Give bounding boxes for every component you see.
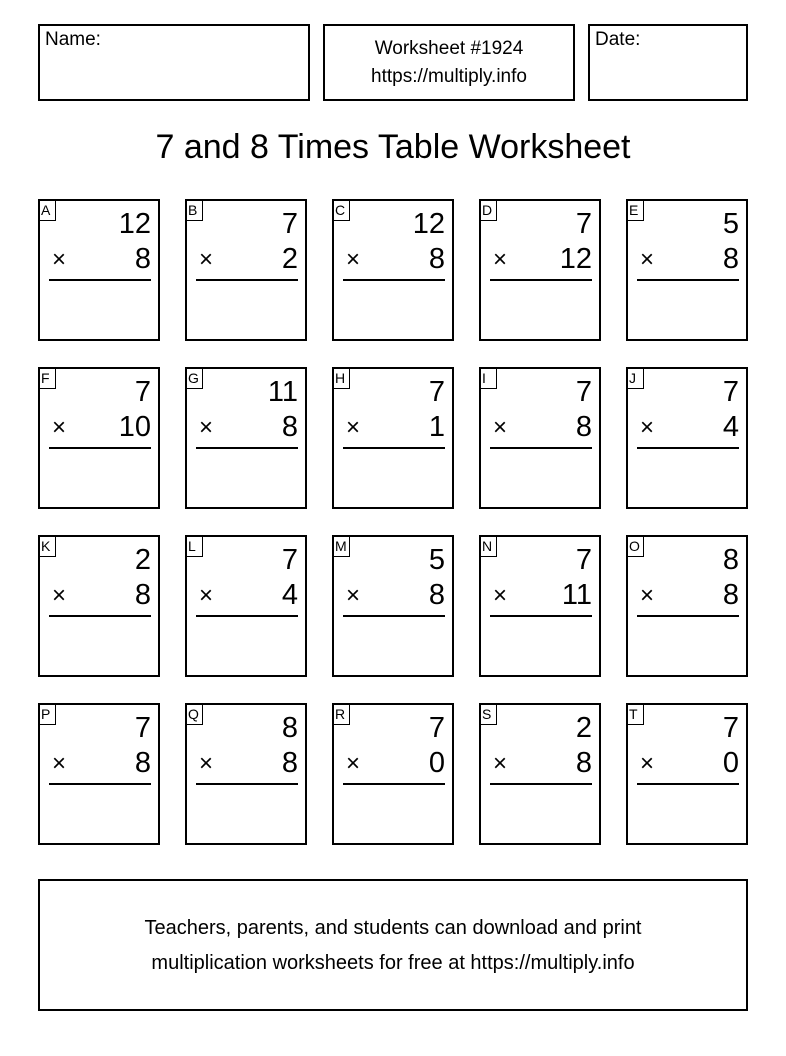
multiplicand: 7	[575, 544, 592, 576]
multiplier: 12	[559, 243, 592, 275]
multiplicand: 5	[722, 208, 739, 240]
multiplicand: 12	[412, 208, 445, 240]
problem-letter: L	[185, 535, 203, 557]
multiplicand: 7	[722, 376, 739, 408]
multiplier: 4	[722, 411, 739, 443]
problem-letter: B	[185, 199, 203, 221]
multiply-sign: ×	[199, 750, 214, 777]
multiplicand: 7	[428, 376, 445, 408]
multiply-sign: ×	[199, 582, 214, 609]
multiplicand: 2	[134, 544, 151, 576]
multiply-sign: ×	[346, 750, 361, 777]
answer-line	[343, 615, 445, 617]
problem-card	[479, 199, 601, 341]
problem-letter: Q	[185, 703, 203, 725]
multiplier: 8	[134, 747, 151, 779]
multiplier: 2	[281, 243, 298, 275]
worksheet-number: Worksheet #1924	[374, 38, 524, 59]
problem-letter: K	[38, 535, 56, 557]
answer-line	[49, 615, 151, 617]
name-field-box[interactable]	[38, 24, 310, 101]
answer-line	[637, 783, 739, 785]
answer-line	[196, 615, 298, 617]
problem-card	[332, 199, 454, 341]
multiplicand: 7	[134, 376, 151, 408]
multiply-sign: ×	[346, 582, 361, 609]
multiplier: 0	[428, 747, 445, 779]
multiplier: 8	[281, 411, 298, 443]
problem-letter: T	[626, 703, 644, 725]
answer-line	[343, 279, 445, 281]
answer-line	[196, 447, 298, 449]
multiplicand: 8	[281, 712, 298, 744]
answer-line	[196, 783, 298, 785]
multiply-sign: ×	[52, 750, 67, 777]
problem-card	[479, 535, 601, 677]
problem-card	[626, 199, 748, 341]
answer-line	[196, 279, 298, 281]
answer-line	[637, 615, 739, 617]
date-label: Date:	[595, 29, 641, 50]
multiply-sign: ×	[52, 246, 67, 273]
problem-letter: M	[332, 535, 350, 557]
multiplicand: 2	[575, 712, 592, 744]
problem-card	[626, 703, 748, 845]
problem-letter: G	[185, 367, 203, 389]
problem-letter: E	[626, 199, 644, 221]
answer-line	[490, 447, 592, 449]
problem-card	[185, 703, 307, 845]
problem-card	[479, 703, 601, 845]
multiplier: 10	[118, 411, 151, 443]
multiplicand: 11	[267, 376, 298, 408]
multiplicand: 7	[428, 712, 445, 744]
multiply-sign: ×	[640, 246, 655, 273]
name-label: Name:	[45, 29, 101, 50]
multiply-sign: ×	[199, 246, 214, 273]
multiply-sign: ×	[52, 414, 67, 441]
problem-card	[38, 367, 160, 509]
problem-card	[332, 703, 454, 845]
multiplicand: 7	[281, 544, 298, 576]
answer-line	[637, 447, 739, 449]
multiply-sign: ×	[640, 750, 655, 777]
multiply-sign: ×	[52, 582, 67, 609]
answer-line	[490, 615, 592, 617]
multiplier: 1	[428, 411, 445, 443]
multiplicand: 12	[118, 208, 151, 240]
multiplier: 8	[134, 579, 151, 611]
multiply-sign: ×	[493, 246, 508, 273]
answer-line	[49, 447, 151, 449]
multiplicand: 7	[134, 712, 151, 744]
problem-grid	[38, 199, 748, 845]
problem-card	[38, 703, 160, 845]
problem-card	[332, 535, 454, 677]
answer-line	[49, 279, 151, 281]
problem-letter: J	[626, 367, 644, 389]
problem-card	[38, 199, 160, 341]
multiply-sign: ×	[346, 246, 361, 273]
multiplier: 8	[428, 579, 445, 611]
multiplier: 8	[428, 243, 445, 275]
answer-line	[49, 783, 151, 785]
problem-letter: D	[479, 199, 497, 221]
answer-line	[490, 279, 592, 281]
multiplier: 8	[575, 747, 592, 779]
multiply-sign: ×	[493, 414, 508, 441]
problem-card	[332, 367, 454, 509]
multiplier: 8	[722, 243, 739, 275]
multiplier: 11	[561, 579, 592, 611]
problem-card	[185, 535, 307, 677]
problem-letter: C	[332, 199, 350, 221]
problem-letter: H	[332, 367, 350, 389]
problem-letter: O	[626, 535, 644, 557]
answer-line	[343, 447, 445, 449]
problem-card	[626, 367, 748, 509]
date-field-box[interactable]	[588, 24, 748, 101]
answer-line	[343, 783, 445, 785]
problem-letter: A	[38, 199, 56, 221]
footer-line-2: multiplication worksheets for free at https://multiply.info	[151, 952, 635, 974]
problem-letter: I	[479, 367, 497, 389]
footer-line-1: Teachers, parents, and students can download and print	[144, 917, 642, 939]
multiply-sign: ×	[199, 414, 214, 441]
multiplicand: 7	[722, 712, 739, 744]
answer-line	[637, 279, 739, 281]
multiply-sign: ×	[640, 414, 655, 441]
problem-letter: N	[479, 535, 497, 557]
multiplier: 8	[575, 411, 592, 443]
multiplicand: 7	[281, 208, 298, 240]
problem-card	[38, 535, 160, 677]
multiplicand: 5	[428, 544, 445, 576]
multiply-sign: ×	[493, 750, 508, 777]
worksheet-info-box	[323, 24, 575, 101]
multiplier: 4	[281, 579, 298, 611]
multiply-sign: ×	[493, 582, 508, 609]
multiplier: 0	[722, 747, 739, 779]
answer-line	[490, 783, 592, 785]
multiplicand: 7	[575, 208, 592, 240]
multiplier: 8	[722, 579, 739, 611]
problem-letter: S	[479, 703, 497, 725]
page-title: 7 and 8 Times Table Worksheet	[155, 128, 631, 166]
problem-letter: P	[38, 703, 56, 725]
footer-box	[38, 879, 748, 1011]
multiply-sign: ×	[640, 582, 655, 609]
problem-card	[185, 199, 307, 341]
problem-card	[626, 535, 748, 677]
multiplier: 8	[134, 243, 151, 275]
multiplier: 8	[281, 747, 298, 779]
problem-letter: R	[332, 703, 350, 725]
worksheet-url: https://multiply.info	[371, 66, 527, 87]
multiply-sign: ×	[346, 414, 361, 441]
problem-card	[185, 367, 307, 509]
problem-letter: F	[38, 367, 56, 389]
multiplicand: 7	[575, 376, 592, 408]
problem-card	[479, 367, 601, 509]
multiplicand: 8	[722, 544, 739, 576]
